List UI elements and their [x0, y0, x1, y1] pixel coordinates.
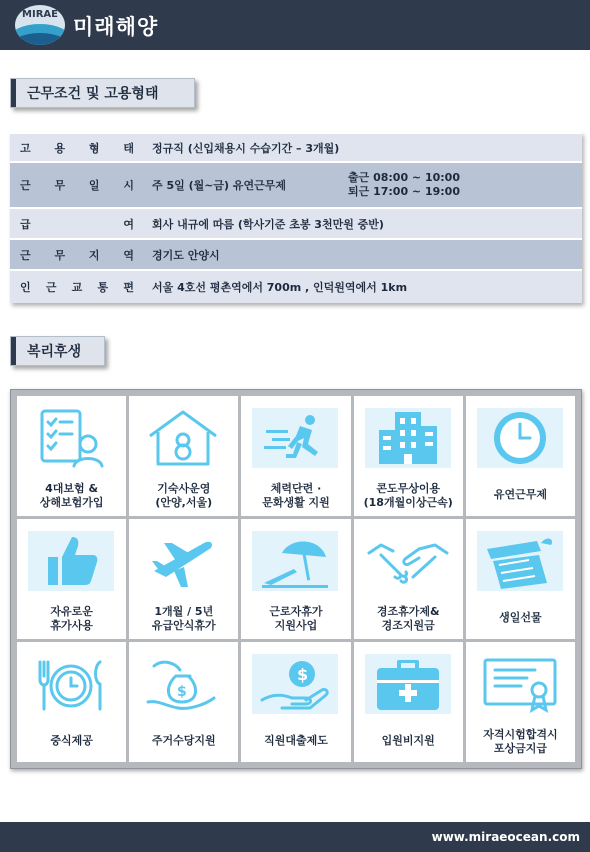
- table-row: [10, 270, 582, 303]
- benefit-caption: 중식제공: [50, 734, 93, 747]
- coin-hand-icon: [252, 654, 338, 714]
- benefit-caption: 주거수당지원: [151, 734, 216, 747]
- table-row: [10, 208, 582, 239]
- benefit-caption: 입원비지원: [381, 734, 435, 747]
- benefit-card: [129, 519, 238, 639]
- row-label: 급 여: [10, 208, 144, 239]
- benefit-card: [466, 642, 575, 762]
- benefit-card: [354, 642, 463, 762]
- benefits-panel: [10, 389, 582, 769]
- footer-bar: [0, 822, 590, 852]
- benefit-card: [17, 519, 126, 639]
- benefit-caption: 체력단련 · 문화생활 지원: [262, 482, 330, 509]
- row-value: 서울 4호선 평촌역에서 700m , 인덕원역에서 1km: [144, 270, 582, 303]
- benefit-caption: 근로자휴가 지원사업: [269, 605, 323, 632]
- house-icon: [140, 408, 226, 468]
- certificate-icon: [477, 654, 563, 714]
- section-title-benefits: [10, 336, 105, 366]
- row-label: 고 용 형 태: [10, 133, 144, 162]
- logo-text: MIRAE: [22, 9, 58, 20]
- benefit-caption: 생일선물: [499, 611, 542, 624]
- benefit-card: [129, 642, 238, 762]
- clock-icon: [477, 408, 563, 468]
- benefit-caption: 유연근무제: [493, 488, 547, 501]
- benefit-caption: 자유로운 휴가사용: [50, 605, 93, 632]
- benefit-caption: 기숙사운영 (안양,서울): [155, 482, 213, 509]
- benefit-card: [17, 642, 126, 762]
- benefit-card: [466, 519, 575, 639]
- top-bar: [0, 0, 590, 50]
- benefit-card: [241, 519, 350, 639]
- benefit-caption: 자격시험합격시 포상금지급: [483, 728, 558, 755]
- gift-icon: [477, 531, 563, 591]
- row-value: 정규직 (신입채용시 수습기간 – 3개월): [144, 133, 582, 162]
- checklist-person-icon: [28, 408, 114, 468]
- benefit-card: [241, 642, 350, 762]
- section-title-text: 복리후생: [27, 344, 82, 360]
- mirae-logo: [15, 5, 65, 45]
- benefit-caption: 경조휴가제& 경조지원금: [376, 605, 440, 632]
- benefit-card: [354, 396, 463, 516]
- section-title-conditions: [10, 78, 195, 108]
- benefit-caption: 1개월 / 5년 유급안식휴가: [151, 605, 216, 632]
- conditions-table: [10, 132, 582, 303]
- plate-clock-icon: [28, 654, 114, 714]
- row-label: 근 무 일 시: [10, 162, 144, 208]
- row-value: 주 5일 (월~금) 유연근무제 출근 08:00 ~ 10:00 퇴근 17:00 ~ 19:00: [144, 162, 582, 208]
- benefit-card: [241, 396, 350, 516]
- thumbs-up-icon: [28, 531, 114, 591]
- money-bag-hand-icon: [140, 654, 226, 714]
- row-value: 경기도 안양시: [144, 239, 582, 270]
- benefit-card: [354, 519, 463, 639]
- benefit-card: [129, 396, 238, 516]
- buildings-icon: [365, 408, 451, 468]
- table-row: [10, 162, 582, 208]
- work-schedule: 출근 08:00 ~ 10:00 퇴근 17:00 ~ 19:00: [348, 171, 460, 198]
- row-value: 회사 내규에 따름 (학사기준 초봉 3천만원 중반): [144, 208, 582, 239]
- brand-name: 미래해양: [73, 15, 159, 39]
- benefit-card: [466, 396, 575, 516]
- row-label: 근 무 지 역: [10, 239, 144, 270]
- first-aid-kit-icon: [365, 654, 451, 714]
- table-row: [10, 133, 582, 162]
- benefit-card: [17, 396, 126, 516]
- beach-umbrella-icon: [252, 531, 338, 591]
- runner-icon: [252, 408, 338, 468]
- airplane-icon: [140, 531, 226, 591]
- handshake-icon: [365, 531, 451, 591]
- benefit-caption: 4대보험 & 상해보험가입: [39, 482, 104, 509]
- table-row: [10, 239, 582, 270]
- benefit-caption: 콘도무상이용 (18개월이상근속): [363, 482, 453, 509]
- website-url: www.miraeocean.com: [431, 830, 580, 844]
- benefit-caption: 직원대출제도: [264, 734, 328, 747]
- section-title-text: 근무조건 및 고용형태: [27, 86, 159, 102]
- svg-text:$: $: [177, 684, 187, 700]
- svg-text:$: $: [297, 665, 309, 684]
- row-label: 인 근 교 통 편: [10, 270, 144, 303]
